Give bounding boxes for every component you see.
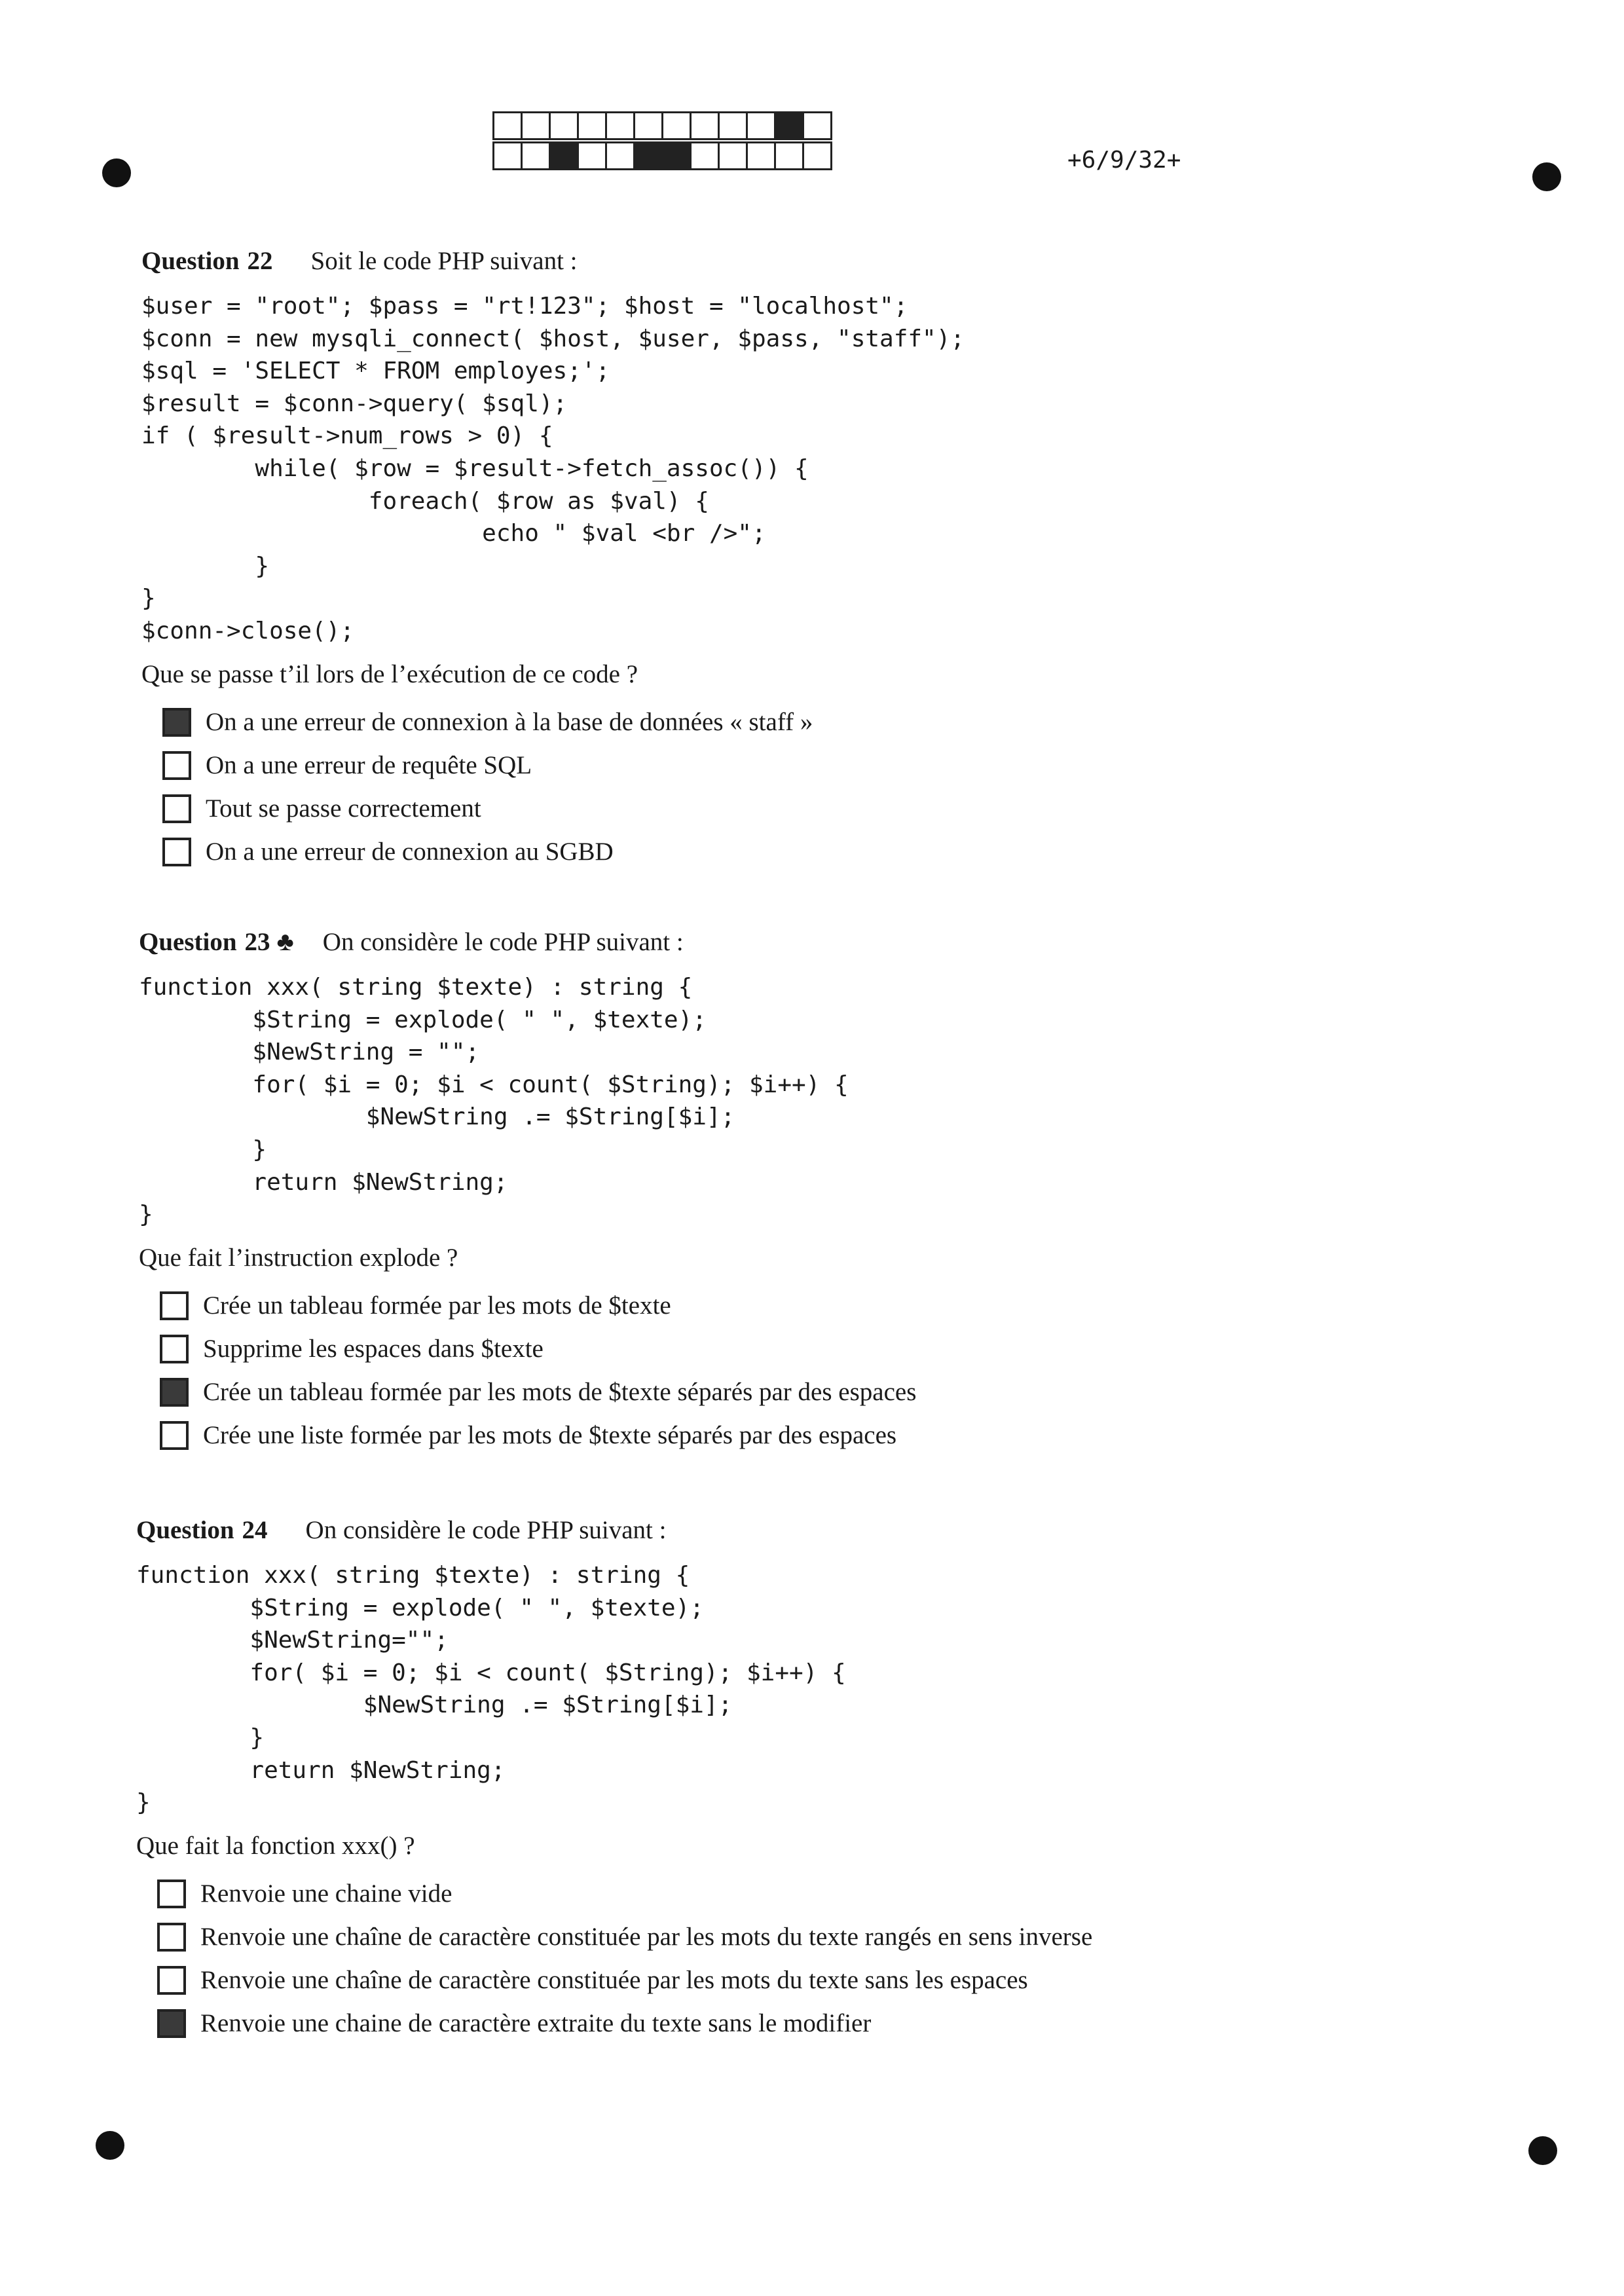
page-identifier: +6/9/32+ (1067, 147, 1181, 174)
barcode-cell (746, 141, 776, 170)
barcode-cell (774, 141, 804, 170)
barcode-cell (605, 111, 635, 140)
question-number: 23 (244, 928, 270, 956)
answer-option[interactable] (162, 744, 965, 787)
question-label: Question 23 (139, 928, 270, 956)
answer-text: Supprime les espaces dans $texte (203, 1335, 544, 1363)
barcode-cell (746, 111, 776, 140)
answer-checkbox[interactable] (162, 794, 191, 823)
question-23 (139, 926, 916, 1457)
barcode-row-2 (492, 141, 830, 170)
question-label: Question 24 (136, 1516, 268, 1544)
question-number: 24 (242, 1516, 268, 1544)
answer-checkbox[interactable] (160, 1421, 189, 1450)
answer-checkbox[interactable] (160, 1291, 189, 1320)
answer-checkbox[interactable] (162, 708, 191, 737)
answer-text: Tout se passe correctement (206, 794, 481, 823)
barcode-cell (802, 141, 832, 170)
question-intro: Soit le code PHP suivant : (310, 247, 578, 275)
answer-checkbox[interactable] (157, 1923, 186, 1952)
answer-checkbox[interactable] (162, 838, 191, 866)
answer-text: Renvoie une chaine vide (200, 1879, 452, 1908)
question-header (136, 1515, 1092, 1545)
answer-text: On a une erreur de connexion au SGBD (206, 838, 614, 866)
answer-checkbox[interactable] (157, 1879, 186, 1908)
barcode-cell (661, 141, 692, 170)
answer-text: Renvoie une chaine de caractère extraite du texte sans le modifier (200, 2009, 872, 2038)
answer-option[interactable] (160, 1284, 916, 1327)
registration-dot-bottom-right (1528, 2136, 1557, 2165)
barcode-cell (492, 141, 523, 170)
answer-text: Crée un tableau formée par les mots de $texte (203, 1291, 671, 1320)
answer-checkbox[interactable] (157, 1966, 186, 1995)
code-block: function xxx( string $texte) : string { $String = explode( " ", $texte); $NewString=""; for( $i = 0; $i < count( $String); $i++) { $NewString .= $String[$i]; } return $NewString; } (136, 1562, 846, 1817)
code-block: $user = "root"; $pass = "rt!123"; $host = "localhost"; $conn = new mysqli_connect( $host, $user, $pass, "staff"); $sql = 'SELECT * FROM employes;'; $result = $conn->query( $sql); if ( $result->num_rows > 0) { while( $row = $result->fetch_assoc()) { foreach( $row as $val) { echo " $val <br />"; } } $conn->close(); (141, 293, 965, 644)
answer-option[interactable] (157, 1959, 1092, 2002)
registration-dot-top-right (1532, 162, 1561, 191)
question-intro: On considère le code PHP suivant : (305, 1516, 667, 1544)
answer-text: Crée une liste formée par les mots de $texte séparés par des espaces (203, 1421, 897, 1450)
barcode-cell (577, 141, 607, 170)
registration-dot-bottom-left (96, 2131, 124, 2160)
barcode-cell (802, 111, 832, 140)
barcode-cell (521, 141, 551, 170)
barcode-cell (690, 111, 720, 140)
answer-text: On a une erreur de requête SQL (206, 751, 532, 780)
question-prompt: Que fait la fonction xxx() ? (136, 1831, 415, 1860)
barcode-cell (633, 111, 663, 140)
barcode-cell (718, 141, 748, 170)
answer-option[interactable] (160, 1414, 916, 1457)
question-prompt: Que se passe t’il lors de l’exécution de ce code ? (141, 659, 638, 688)
registration-dot-top-left (102, 158, 131, 187)
answer-option[interactable] (162, 787, 965, 830)
question-22 (141, 246, 965, 874)
barcode-cell (549, 141, 579, 170)
answer-options (157, 1872, 1092, 2045)
answer-text: Crée un tableau formée par les mots de $texte séparés par des espaces (203, 1378, 917, 1407)
barcode-cell (718, 111, 748, 140)
question-prompt: Que fait l’instruction explode ? (139, 1243, 458, 1272)
answer-option[interactable] (162, 701, 965, 744)
club-icon: ♣ (276, 927, 294, 956)
barcode-cell (690, 141, 720, 170)
question-intro: On considère le code PHP suivant : (322, 928, 684, 956)
barcode-cell (549, 111, 579, 140)
answer-checkbox[interactable] (160, 1335, 189, 1363)
code-block: function xxx( string $texte) : string { $String = explode( " ", $texte); $NewString = ""; for( $i = 0; $i < count( $String); $i++) { $NewString .= $String[$i]; } return $NewString; } (139, 974, 849, 1229)
answer-option[interactable] (157, 1916, 1092, 1959)
barcode-row-1 (492, 111, 830, 140)
answer-option[interactable] (162, 830, 965, 874)
answer-option[interactable] (160, 1327, 916, 1371)
barcode-cell (633, 141, 663, 170)
answer-option[interactable] (157, 1872, 1092, 1916)
barcode-cell (577, 111, 607, 140)
answer-option[interactable] (160, 1371, 916, 1414)
question-24 (136, 1515, 1092, 2045)
question-number: 22 (247, 247, 273, 275)
barcode-cell (492, 111, 523, 140)
barcode-cell (521, 111, 551, 140)
answer-text: Renvoie une chaîne de caractère constituée par les mots du texte sans les espaces (200, 1966, 1028, 1995)
answer-options (162, 701, 965, 874)
answer-text: On a une erreur de connexion à la base de données « staff » (206, 708, 813, 737)
barcode-cell (661, 111, 692, 140)
answer-checkbox[interactable] (160, 1378, 189, 1407)
answer-option[interactable] (157, 2002, 1092, 2045)
answer-checkbox[interactable] (157, 2009, 186, 2038)
question-header (141, 246, 965, 276)
barcode-cell (774, 111, 804, 140)
barcode-cell (605, 141, 635, 170)
answer-checkbox[interactable] (162, 751, 191, 780)
answer-options (160, 1284, 916, 1457)
question-label: Question 22 (141, 247, 273, 275)
answer-text: Renvoie une chaîne de caractère constituée par les mots du texte rangés en sens inverse (200, 1923, 1093, 1952)
question-header (139, 926, 916, 957)
